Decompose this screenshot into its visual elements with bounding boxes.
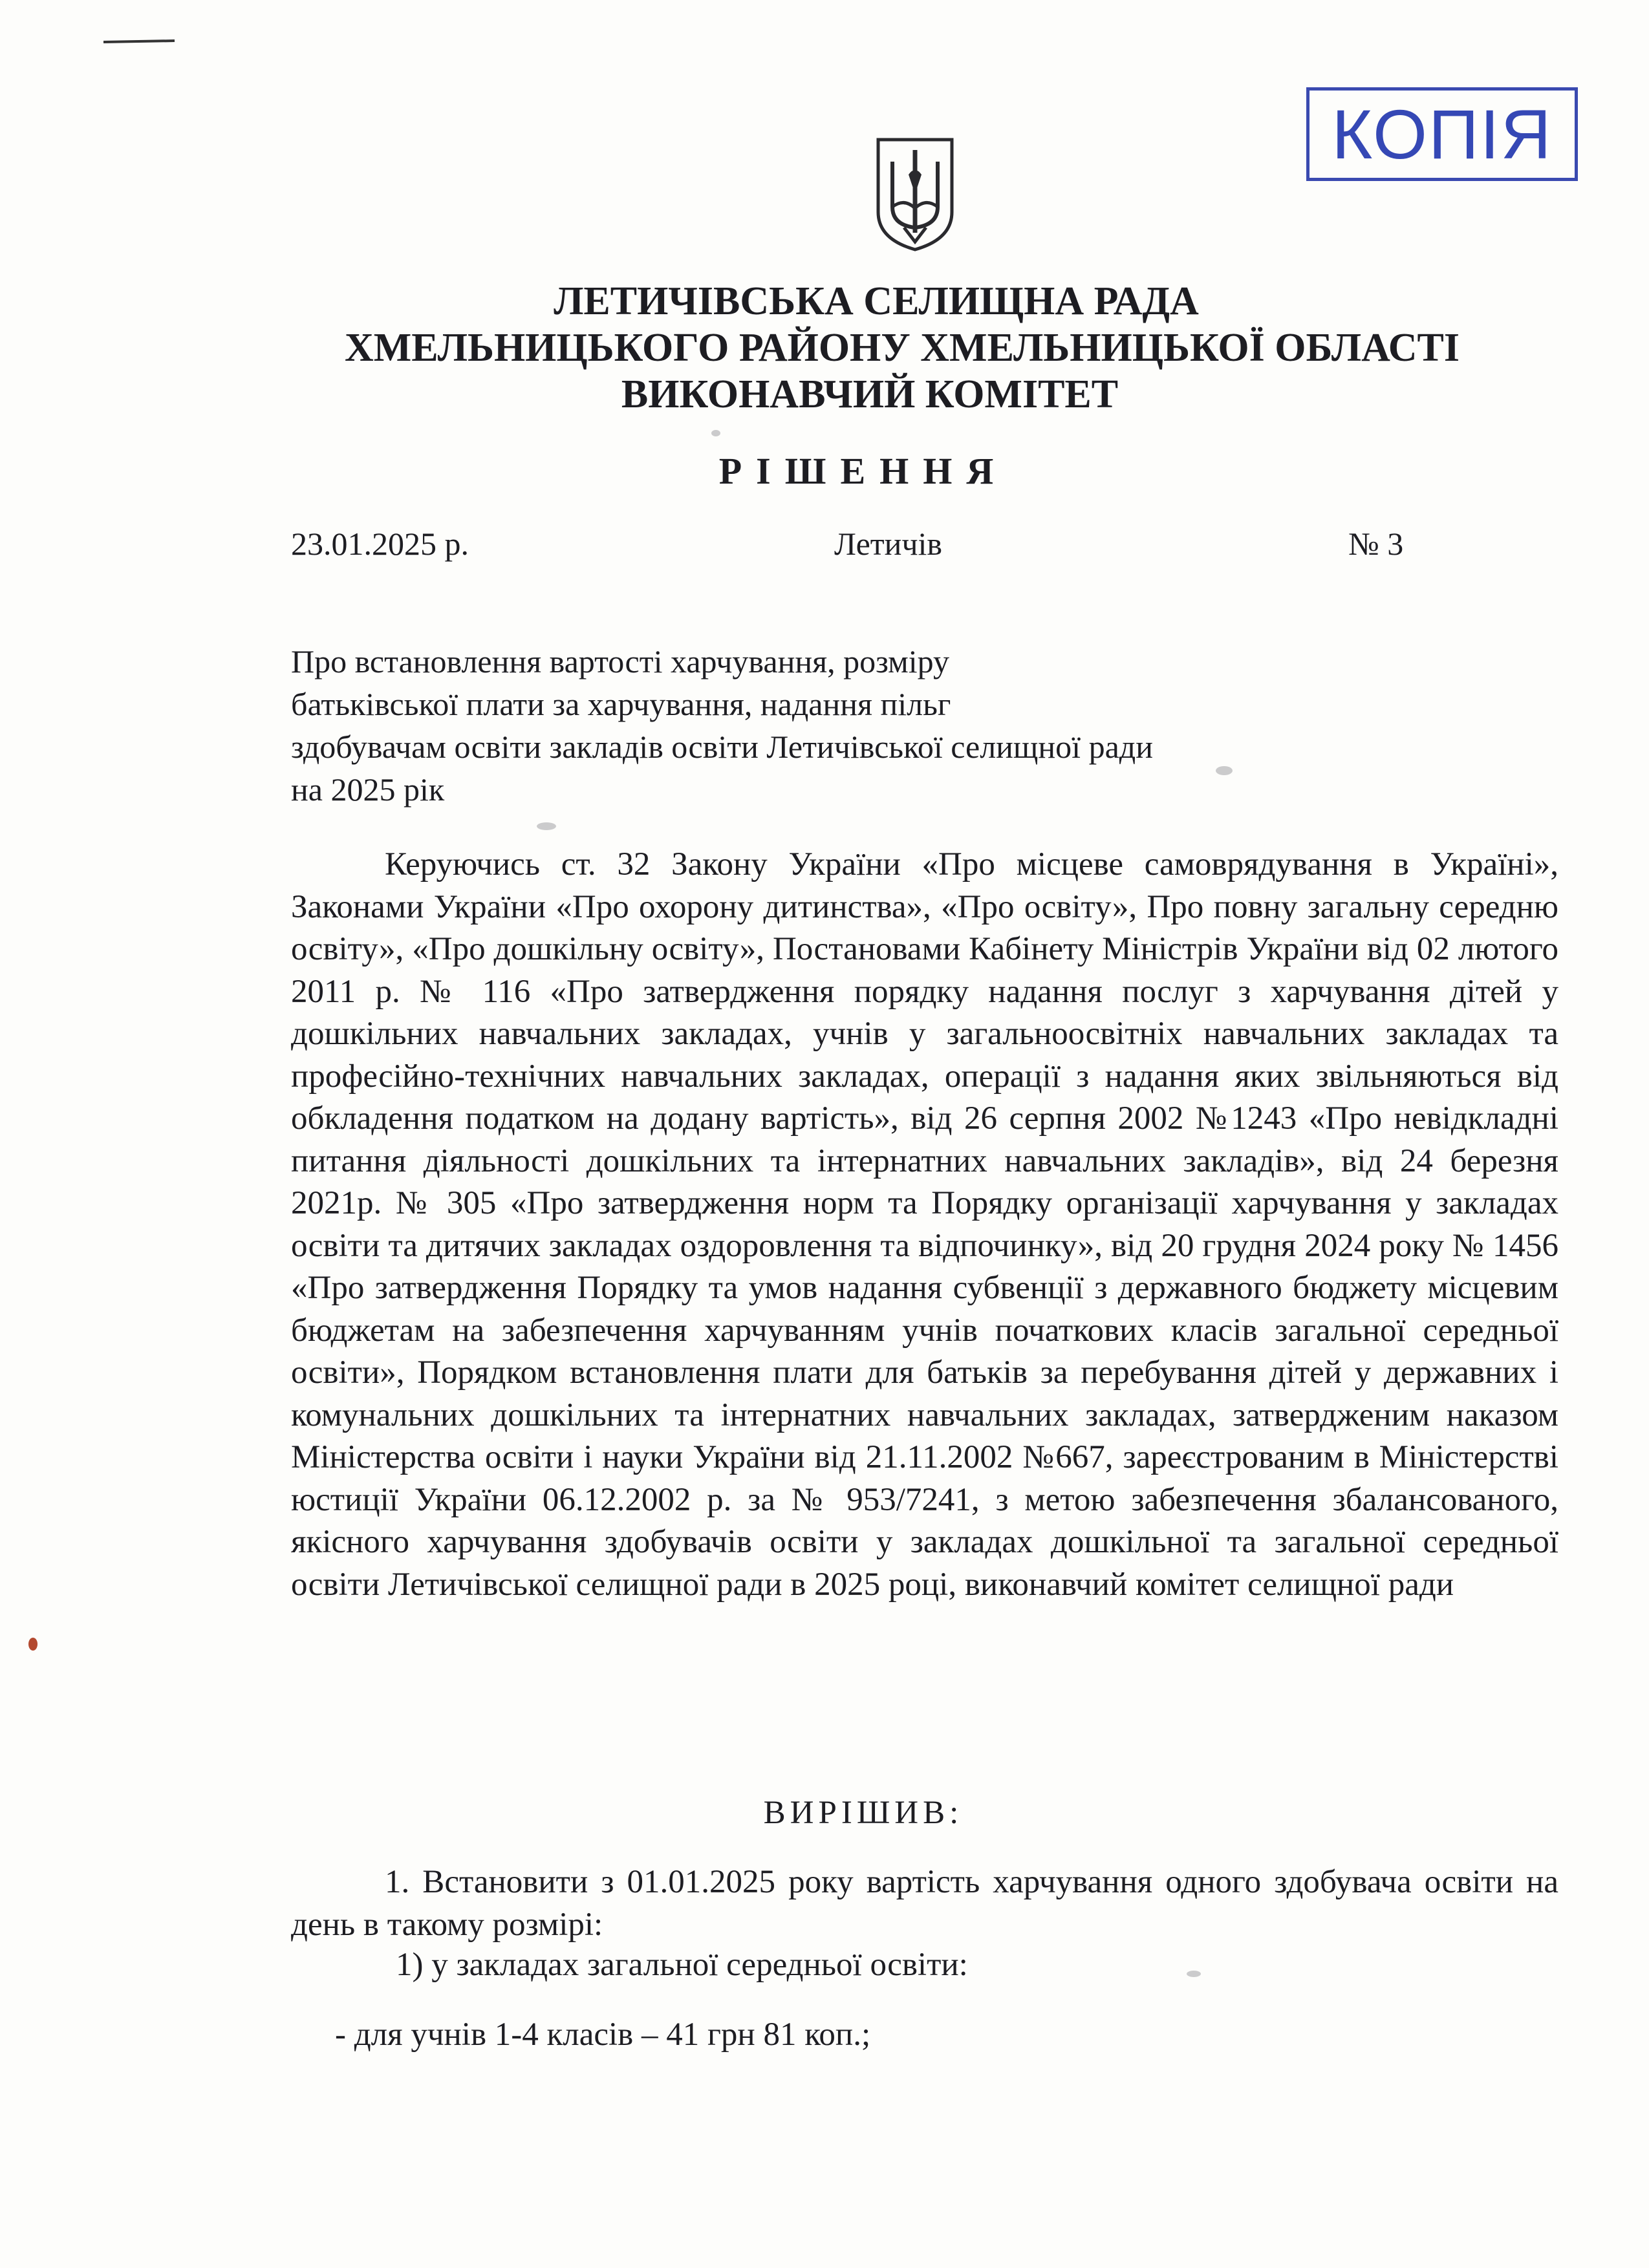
copy-stamp [1306, 87, 1578, 181]
copy-stamp-text: КОПІЯ [1331, 94, 1553, 173]
subject-line: на 2025 рік [291, 771, 445, 808]
decision-date: 23.01.2025 р. [291, 526, 469, 562]
scan-speck [28, 1638, 38, 1651]
decision-number: № 3 [1348, 526, 1404, 562]
resolution-item-1: 1. Встановити з 01.01.2025 року вартість харчування одного здобувача освіти на день в такому розмірі: [291, 1864, 1558, 1943]
resolution-bullet-1: - для учнів 1-4 класів – 41 грн 81 коп.; [335, 2017, 871, 2053]
subject-line: Про встановлення вартості харчування, розміру [291, 643, 949, 679]
resolved-heading: ВИРІШИВ: [763, 1795, 964, 1831]
preamble-paragraph: Керуючись ст. 32 Закону України «Про місцеве самоврядування в Україні», Законами України «Про охорону дитинства», «Про освіту», Про повну загальну середню освіту», «Про дошкільну освіту», Постановами Кабінету Міністрів України від 02 лютого 2011 р. № 116 «Про затвердження порядку надання послуг з харчування дітей у дошкільних навчальних закладах, учнів у загальноосвітніх навчальних закладах та професійно-технічних навчальних закладах, операції з надання яких звільняються від обкладення податком на додану вартість», від 26 серпня 2002 №1243 «Про невідкладні питання діяльності дошкільних та інтернатних навчальних закладів», від 24 березня 2021р. № 305 «Про затвердження норм та Порядку організації харчування у закладах освіти та дитячих закладах оздоровлення та відпочинку», від 20 грудня 2024 року № 1456 «Про затвердження Порядку та умов надання субвенції з державного бюджету місцевим бюджетам на забезпечення харчуванням учнів початкових класів загальної середньої освіти», Порядком встановлення плати для батьків за перебування дітей у державних і комунальних дошкільних та інтернатних навчальних закладах, затвердженим наказом Міністерства освіти і науки України від 21.11.2002 №667, зареєстрованим в Міністерстві юстиції України 06.12.2002 р. за № 953/7241, з метою забезпечення збалансованого, якісного харчування здобувачів освіти у закладах дошкільної та загальної середньої освіти Летичівської селищної ради в 2025 році, виконавчий комітет селищної ради [291, 846, 1558, 1603]
scan-mark [103, 39, 175, 43]
subject-line: батьківської плати за харчування, надання пільг [291, 686, 951, 722]
executive-committee: ВИКОНАВЧИЙ КОМІТЕТ [621, 372, 1119, 416]
district-region: ХМЕЛЬНИЦЬКОГО РАЙОНУ ХМЕЛЬНИЦЬКОЇ ОБЛАСТІ [344, 326, 1460, 370]
document-header [0, 278, 1649, 418]
decision-title: РІШЕННЯ [718, 450, 1008, 492]
subject-line: здобувачам освіти закладів освіти Летичівської селищної ради [291, 729, 1153, 765]
trident-coat-of-arms-icon [873, 136, 957, 252]
scan-speck [537, 822, 556, 830]
decision-subject [291, 640, 1390, 811]
council-name: ЛЕТИЧІВСЬКА СЕЛИЩНА РАДА [554, 279, 1199, 323]
scan-speck [711, 430, 720, 436]
decision-place: Летичів [834, 526, 943, 562]
scan-speck [1187, 1971, 1201, 1977]
resolution-subitem-1: 1) у закладах загальної середньої освіти: [396, 1947, 968, 1983]
scan-speck [1216, 766, 1233, 775]
